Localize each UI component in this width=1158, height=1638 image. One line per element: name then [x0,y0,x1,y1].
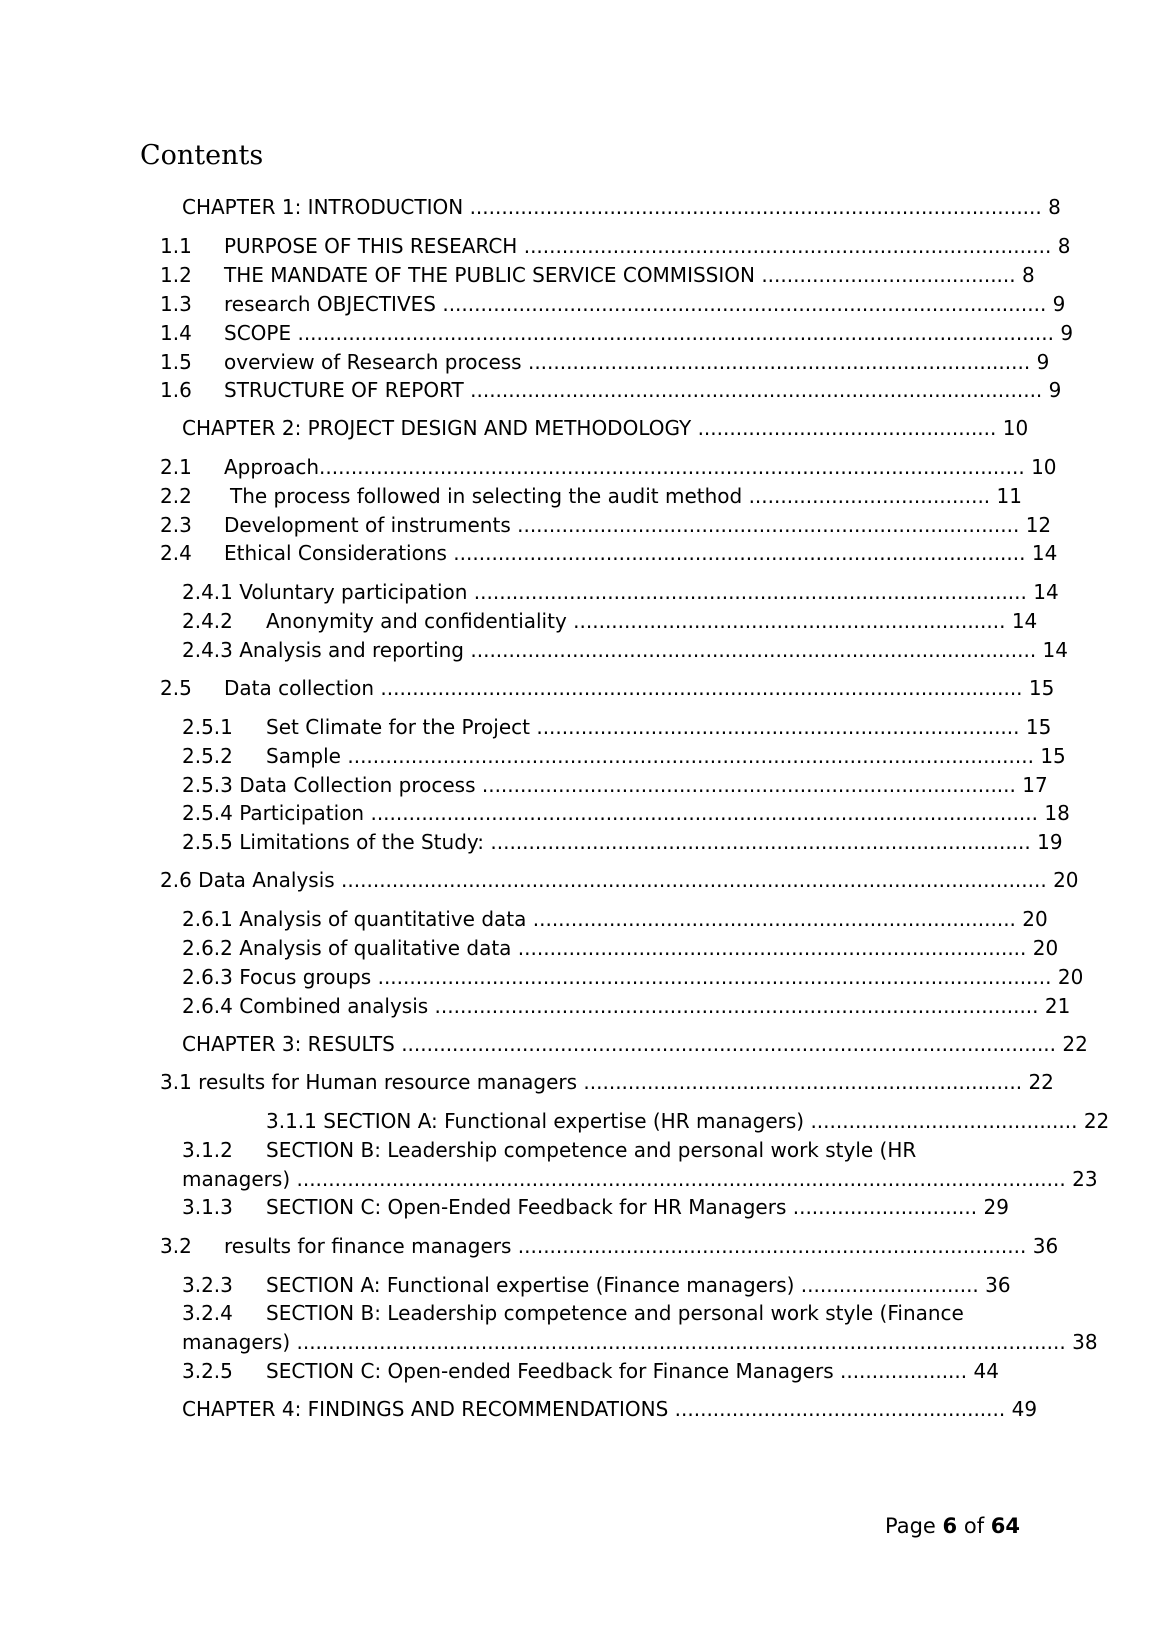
toc-entry[interactable] [160,867,1150,893]
toc-entry-title: THE MANDATE OF THE PUBLIC SERVICE COMMISSION [224,263,755,287]
toc-entry-title: 2.6.3 Focus groups [182,965,372,989]
toc-entry-label [182,993,1070,1019]
toc-entry-page-number: 8 [1057,234,1071,258]
toc-entry-number: 3.2.3 [182,1273,233,1297]
toc-entry[interactable] [160,377,1130,403]
toc-entry-leader-dots: ...................................... [742,484,991,508]
toc-entry-number: 1.3 [160,292,192,316]
toc-entry-label [182,579,1059,605]
toc-entry-label [224,291,1065,317]
toc-entry-leader-dots: .......................................................................................... [463,195,1042,219]
toc-entry-number: 3.1.2 [182,1138,233,1162]
toc-entry-leader-dots: .......................................... [804,1109,1078,1133]
toc-entry-title: The process followed in selecting the audit method [230,484,743,508]
toc-entry-label [224,512,1051,538]
toc-entry-number: 1.6 [160,378,192,402]
toc-entry-label [182,829,1063,855]
toc-entry[interactable] [182,1108,1112,1134]
toc-entry-leader-dots: ........................................ [754,263,1016,287]
toc-entry-number: 1.5 [160,350,192,374]
toc-entry-leader-dots: .............................................................................................................. [325,455,1025,479]
toc-entry-title: 2.4.3 Analysis and reporting [182,638,465,662]
toc-entry-number: 1.2 [160,263,192,287]
toc-entry-page-number: 15 [1028,676,1055,700]
toc-entry[interactable] [182,800,1147,826]
toc-entry-title: managers) [182,1167,291,1191]
toc-entry[interactable] [182,637,1127,663]
toc-entry-page-number: 14 [1011,609,1038,633]
toc-entry-title: Anonymity and confidentiality [266,609,567,633]
toc-entry[interactable] [160,1069,1130,1095]
toc-entry-label [266,1194,1009,1220]
toc-entry-label [266,1272,1011,1298]
toc-entry-page-number: 9 [1052,292,1066,316]
toc-entry-label [266,1358,999,1384]
toc-entry[interactable] [182,829,1137,855]
toc-entry-page-number: 14 [1042,638,1068,662]
toc-entry-label [182,1329,1098,1355]
toc-entry-label [224,675,1054,701]
toc-entry-label [182,637,1068,663]
toc-entry-leader-dots: ............................................................................... [510,513,1020,537]
toc-entry-number: 2.3 [160,513,192,537]
toc-entry[interactable] [182,1166,1147,1192]
toc-entry-page-number: 20 [1057,965,1084,989]
toc-entry-page-number: 22 [1062,1032,1088,1056]
toc-entry-page-number: 11 [996,484,1022,508]
toc-entry-page-number: 9 [1048,378,1062,402]
toc-entry-leader-dots: ............................................................................................... [428,994,1039,1018]
toc-entry-title: managers) [182,1330,291,1354]
toc-entry-page-number: 22 [1083,1109,1110,1133]
toc-entry-label [266,1108,1109,1134]
page-footer [885,1512,1020,1540]
toc-entry-number: 3.2.4 [182,1301,233,1325]
toc-entry[interactable] [182,194,1112,220]
toc-entry-leader-dots: ..................................................................................... [484,830,1031,854]
toc-entry-leader-dots: ............................................... [691,416,997,440]
toc-entry-title: 2.6.4 Combined analysis [182,994,429,1018]
toc-entry-page-number: 14 [1031,541,1058,565]
toc-entry-page-number: 20 [1032,936,1059,960]
toc-entry-title: SCOPE [224,321,292,345]
toc-entry-title: 2.6.2 Analysis of qualitative data [182,936,512,960]
toc-entry-page-number: 14 [1033,580,1059,604]
toc-entry-label [160,867,1079,893]
toc-entry-page-number: 21 [1044,994,1071,1018]
toc-entry-label [224,1233,1058,1259]
toc-entry[interactable] [160,483,1085,509]
toc-entry-title: CHAPTER 2: PROJECT DESIGN AND METHODOLOGY [182,416,692,440]
toc-entry-title: 3.1.1 SECTION A: Functional expertise (HR managers) [266,1109,805,1133]
toc-entry-title: 2.5.5 Limitations of the Study: [182,830,485,854]
toc-entry[interactable] [182,1031,1157,1057]
footer-page-label: Page [885,1514,936,1538]
toc-entry-page-number: 36 [1032,1234,1059,1258]
toc-entry-title: Development of instruments [224,513,511,537]
toc-entry-number: 3.2 [160,1234,192,1258]
toc-entry[interactable] [160,512,1120,538]
toc-entry-leader-dots: .......................................................................................... [446,541,1026,565]
toc-entry-leader-dots: .................................................................................... [475,773,1016,797]
toc-entry-title: CHAPTER 3: RESULTS [182,1032,395,1056]
toc-entry[interactable] [182,964,1142,990]
toc-entry-title: SECTION A: Functional expertise (Finance managers) [266,1273,795,1297]
toc-entry-page-number: 19 [1037,830,1063,854]
toc-entry-label [182,772,1048,798]
toc-entry-label [224,540,1057,566]
toc-entry-label [182,935,1058,961]
toc-entry-title: 2.6.1 Analysis of quantitative data [182,907,527,931]
toc-entry[interactable] [182,714,1107,740]
toc-entry[interactable] [182,579,1117,605]
toc-entry-label [224,262,1035,288]
toc-entry-label [224,349,1049,375]
toc-entry-title: Approach. [224,455,326,479]
toc-entry-number: 2.1 [160,455,192,479]
toc-entry-label [266,1137,916,1163]
toc-entry-page-number: 44 [973,1359,999,1383]
toc-entry-page-number: 9 [1060,321,1074,345]
toc-entry-title: CHAPTER 1: INTRODUCTION [182,195,464,219]
toc-entry-leader-dots: ....................................................................................................... [394,1032,1057,1056]
toc-entry-leader-dots: ................................................................................... [517,234,1052,258]
toc-entry[interactable] [160,675,1125,701]
toc-entry-leader-dots: ....................................................................................................................... [291,321,1054,345]
toc-entry-number: 2.4.2 [182,609,233,633]
toc-entry-number: 1.1 [160,234,192,258]
toc-entry-title: SECTION B: Leadership competence and personal work style (HR [266,1138,917,1162]
toc-entry-page-number: 8 [1021,263,1035,287]
toc-entry[interactable] [160,1233,1120,1259]
toc-entry-label [182,906,1048,932]
toc-entry-number: 3.1.3 [182,1195,233,1219]
toc-entry-title: results for finance managers [224,1234,512,1258]
toc-entry-leader-dots: ............................. [786,1195,978,1219]
toc-entry-page-number: 20 [1022,907,1048,931]
toc-entry-leader-dots: ............................................................................................................... [334,868,1047,892]
toc-entry-label [266,1300,964,1326]
toc-entry-page-number: 17 [1022,773,1048,797]
toc-entry-page-number: 10 [1002,416,1029,440]
toc-entry-leader-dots: ................................................................................ [511,1234,1027,1258]
toc-entry[interactable] [182,1272,1082,1298]
toc-entry-page-number: 8 [1048,195,1061,219]
toc-entry-page-number: 36 [985,1273,1011,1297]
toc-entry-label [224,233,1070,259]
toc-entry-title: 3.1 results for Human resource managers [160,1070,578,1094]
page-title: Contents [140,140,264,171]
toc-entry-title: overview of Research process [224,350,522,374]
toc-entry-page-number: 29 [983,1195,1009,1219]
toc-entry-title: 2.5.3 Data Collection process [182,773,476,797]
toc-entry-leader-dots: .................... [833,1359,968,1383]
toc-entry[interactable] [182,1137,1012,1163]
toc-entry-label [224,377,1061,403]
toc-entry-leader-dots: ............................................................................................... [435,292,1047,316]
toc-entry-page-number: 22 [1028,1070,1054,1094]
toc-entry-title: Set Climate for the Project [266,715,530,739]
toc-entry-title: 2.4.1 Voluntary participation [182,580,468,604]
toc-entry-leader-dots: ................................................................................ [511,936,1027,960]
toc-entry[interactable] [182,772,1117,798]
toc-entry-title: 2.5.4 Participation [182,801,365,825]
toc-entry-leader-dots: ............................................................................ [526,907,1016,931]
toc-entry-number: 2.5.1 [182,715,233,739]
toc-entry-label [224,320,1073,346]
toc-entry-leader-dots: ............................................................................................................ [341,744,1034,768]
toc-entry-number: 1.4 [160,321,192,345]
toc-entry-title: CHAPTER 4: FINDINGS AND RECOMMENDATIONS [182,1397,669,1421]
toc-entry[interactable] [160,540,1120,566]
toc-entry-leader-dots: ..................................................................... [577,1070,1023,1094]
toc-entry-page-number: 38 [1072,1330,1098,1354]
toc-entry-page-number: 18 [1044,801,1070,825]
toc-entry-label [266,608,1037,634]
toc-entry-page-number: 15 [1040,744,1066,768]
toc-entry[interactable] [160,262,1090,288]
toc-entry-label [182,1166,1098,1192]
footer-of-label: of [963,1514,985,1538]
toc-entry[interactable] [182,993,1127,1019]
toc-entry[interactable] [182,935,1122,961]
toc-entry[interactable] [182,1358,1072,1384]
toc-entry-leader-dots: ............................................................................ [529,715,1020,739]
footer-current-page: 6 [942,1514,958,1538]
toc-entry[interactable] [182,1194,1072,1220]
toc-entry-label [224,454,1057,480]
toc-entry-title: SECTION C: Open-Ended Feedback for HR Managers [266,1195,787,1219]
toc-entry-title: Sample [266,744,341,768]
toc-entry-label [230,483,1022,509]
toc-entry-label [182,1031,1088,1057]
toc-entry-label [182,415,1028,441]
toc-entry[interactable] [182,1329,1147,1355]
toc-entry-leader-dots: ......................................................................................................................... [290,1330,1066,1354]
toc-entry-page-number: 15 [1025,715,1052,739]
toc-entry-label [160,1069,1054,1095]
toc-entry[interactable] [182,906,1122,932]
toc-entry-number: 2.5 [160,676,192,700]
toc-entry-leader-dots: ....................................................................................... [467,580,1027,604]
toc-entry-leader-dots: ............................................................................... [521,350,1031,374]
toc-entry-leader-dots: ......................................................................................................................... [290,1167,1066,1191]
toc-entry-leader-dots: ..................................................................................................... [374,676,1023,700]
toc-entry[interactable] [182,1396,1112,1422]
toc-entry-page-number: 10 [1031,455,1057,479]
toc-entry[interactable] [160,233,1110,259]
toc-entry-page-number: 23 [1072,1167,1098,1191]
toc-entry-leader-dots: .......................................................................................................... [371,965,1052,989]
toc-entry[interactable] [182,1300,1072,1326]
toc-entry-title: SECTION C: Open-ended Feedback for Finance Managers [266,1359,834,1383]
toc-entry-number: 2.4 [160,541,192,565]
footer-total-pages: 64 [990,1514,1021,1538]
toc-entry-page-number: 49 [1011,1397,1038,1421]
toc-entry-title: SECTION B: Leadership competence and personal work style (Finance [266,1301,964,1325]
toc-entry-leader-dots: ............................ [794,1273,979,1297]
toc-entry-title: research OBJECTIVES [224,292,436,316]
toc-entry-leader-dots: ......................................................................................................... [364,801,1038,825]
toc-entry[interactable] [160,320,1130,346]
toc-entry-page-number: 12 [1025,513,1052,537]
toc-entry-label [266,743,1066,769]
toc-entry-title: PURPOSE OF THIS RESEARCH [224,234,518,258]
toc-entry[interactable] [182,743,1127,769]
toc-entry-label [266,714,1051,740]
toc-entry-number: 2.5.2 [182,744,233,768]
toc-entry-leader-dots: .................................................................... [566,609,1006,633]
toc-entry-leader-dots: .......................................................................................... [463,378,1043,402]
toc-entry-title: 2.6 Data Analysis [160,868,335,892]
toc-entry-title: Data collection [224,676,375,700]
toc-entry[interactable] [182,415,1117,441]
toc-entry[interactable] [160,454,1120,480]
toc-entry-number: 3.2.5 [182,1359,233,1383]
toc-entry[interactable] [160,349,1105,375]
toc-entry-leader-dots: .................................................... [668,1397,1006,1421]
toc-entry-number: 2.2 [160,484,192,508]
toc-entry-label [182,1396,1037,1422]
toc-entry-title: Ethical Considerations [224,541,447,565]
toc-entry-label [182,800,1070,826]
toc-entry-page-number: 9 [1036,350,1050,374]
toc-entry[interactable] [182,608,1102,634]
toc-entry-label [182,964,1083,990]
toc-entry-title: STRUCTURE OF REPORT [224,378,464,402]
toc-entry-leader-dots: ......................................................................................... [464,638,1037,662]
toc-entry-label [182,194,1061,220]
toc-entry[interactable] [160,291,1105,317]
toc-entry-page-number: 20 [1053,868,1079,892]
